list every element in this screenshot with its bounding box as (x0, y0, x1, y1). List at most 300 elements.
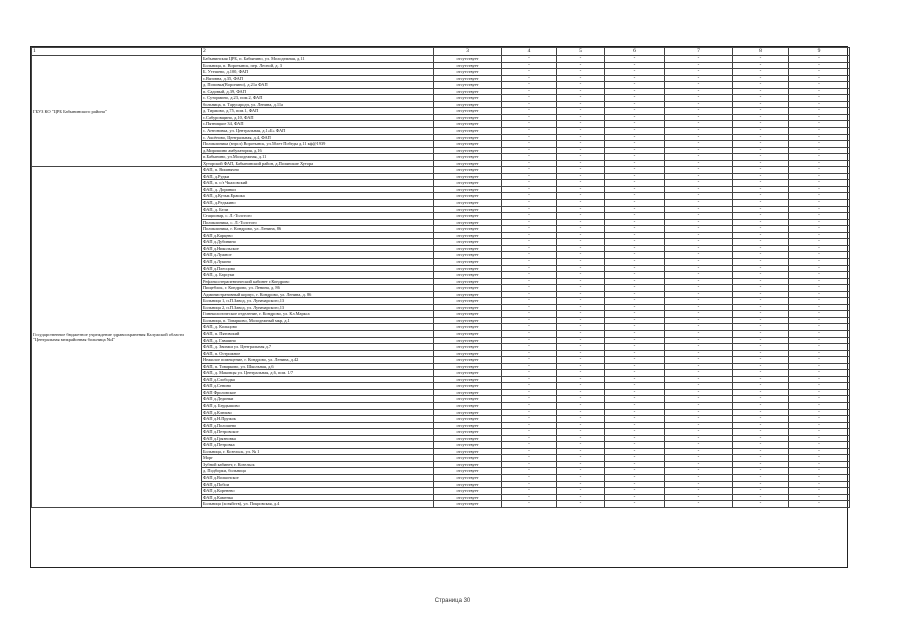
status-cell: отсутствует (434, 396, 502, 403)
dash-cell: - (665, 88, 733, 95)
dash-cell: - (557, 134, 605, 141)
facility-name-cell: ФАП д.Полошево (202, 422, 434, 429)
dash-cell: - (733, 278, 789, 285)
facility-name-cell: ФАП, д. Звизжи ул. Центральная д.7 (202, 344, 434, 351)
facility-name-cell: Больница, г. Козельск, ул. № 1 (202, 448, 434, 455)
dash-cell: - (789, 363, 850, 370)
status-cell: отсутствует (434, 488, 502, 495)
status-cell: отсутствует (434, 167, 502, 174)
dash-cell: - (733, 101, 789, 108)
dash-cell: - (789, 134, 850, 141)
status-cell: отсутствует (434, 186, 502, 193)
dash-cell: - (733, 298, 789, 305)
dash-cell: - (557, 455, 605, 462)
status-cell: отсутствует (434, 461, 502, 468)
status-cell: отсутствует (434, 330, 502, 337)
dash-cell: - (665, 154, 733, 161)
facility-name-cell: ФАП, п. с/з Чкаловский (202, 180, 434, 187)
dash-cell: - (605, 193, 665, 200)
dash-cell: - (733, 206, 789, 213)
dash-cell: - (733, 389, 789, 396)
dash-cell: - (502, 239, 557, 246)
dash-cell: - (502, 69, 557, 76)
dash-cell: - (502, 82, 557, 89)
facility-name-cell: ФАП д.Карцево (202, 232, 434, 239)
dash-cell: - (665, 298, 733, 305)
dash-cell: - (605, 206, 665, 213)
dash-cell: - (789, 114, 850, 121)
dash-cell: - (502, 232, 557, 239)
status-cell: отсутствует (434, 265, 502, 272)
dash-cell: - (557, 409, 605, 416)
dash-cell: - (665, 396, 733, 403)
dash-cell: - (502, 193, 557, 200)
dash-cell: - (789, 69, 850, 76)
status-cell: отсутствует (434, 429, 502, 436)
facility-name-cell: с.Вязовна, д.35, ФАП (202, 75, 434, 82)
status-cell: отсутствует (434, 422, 502, 429)
dash-cell: - (665, 370, 733, 377)
dash-cell: - (557, 173, 605, 180)
dash-cell: - (665, 389, 733, 396)
dash-cell: - (605, 219, 665, 226)
dash-cell: - (733, 213, 789, 220)
dash-cell: - (665, 265, 733, 272)
facility-name-cell: ФАП, п. Пятовский (202, 330, 434, 337)
dash-cell: - (789, 468, 850, 475)
dash-cell: - (665, 128, 733, 135)
dash-cell: - (502, 62, 557, 69)
dash-cell: - (665, 285, 733, 292)
dash-cell: - (789, 409, 850, 416)
dash-cell: - (605, 383, 665, 390)
dash-cell: - (789, 370, 850, 377)
dash-cell: - (605, 422, 665, 429)
dash-cell: - (789, 167, 850, 174)
dash-cell: - (605, 317, 665, 324)
dash-cell: - (789, 239, 850, 246)
facility-name-cell: Морг (202, 455, 434, 462)
dash-cell: - (502, 383, 557, 390)
dash-cell: - (665, 468, 733, 475)
dash-cell: - (557, 488, 605, 495)
dash-cell: - (789, 324, 850, 331)
status-cell: отсутствует (434, 304, 502, 311)
table-body (32, 56, 850, 508)
facility-name-cell: д. Поповка(Воронино), д.21а ФАП (202, 82, 434, 89)
dash-cell: - (605, 389, 665, 396)
facility-name-cell: ФАП, д. Гавшино (202, 337, 434, 344)
facility-name-cell: Поликлиника, с. Л.-Толстого (202, 219, 434, 226)
status-cell: отсутствует (434, 455, 502, 462)
dash-cell: - (789, 232, 850, 239)
dash-cell: - (733, 455, 789, 462)
dash-cell: - (557, 141, 605, 148)
dash-cell: - (502, 128, 557, 135)
facility-name-cell: Пищеблок, г. Кондрово, ул. Ленина, д. 86 (202, 285, 434, 292)
dash-cell: - (605, 245, 665, 252)
dash-cell: - (789, 461, 850, 468)
dash-cell: - (665, 278, 733, 285)
dash-cell: - (733, 186, 789, 193)
dash-cell: - (557, 317, 605, 324)
dash-cell: - (733, 114, 789, 121)
dash-cell: - (789, 455, 850, 462)
facility-name-cell: ФАП д.Петровское (202, 429, 434, 436)
dash-cell: - (605, 344, 665, 351)
dash-cell: - (605, 396, 665, 403)
facility-name-cell: ФАП д.Слободка (202, 376, 434, 383)
dash-cell: - (557, 448, 605, 455)
dash-cell: - (733, 337, 789, 344)
facility-name-cell: д. Тиржово, д.75, пом.1, ФАП (202, 108, 434, 115)
dash-cell: - (789, 317, 850, 324)
facility-name-cell: с. Антоновка, ул. Центральная, д.1«Б» ФАП (202, 128, 434, 135)
dash-cell: - (605, 429, 665, 436)
status-cell: отсутствует (434, 232, 502, 239)
dash-cell: - (789, 442, 850, 449)
dash-cell: - (733, 461, 789, 468)
dash-cell: - (665, 239, 733, 246)
dash-cell: - (789, 206, 850, 213)
dash-cell: - (789, 304, 850, 311)
dash-cell: - (557, 442, 605, 449)
dash-cell: - (502, 475, 557, 482)
dash-cell: - (502, 252, 557, 259)
dash-cell: - (557, 337, 605, 344)
facility-name-cell: ФАП, д.Рудки (202, 173, 434, 180)
dash-cell: - (789, 422, 850, 429)
dash-cell: - (605, 186, 665, 193)
facility-name-cell: ФАП, п. Вишнячно (202, 167, 434, 174)
dash-cell: - (733, 370, 789, 377)
status-cell: отсутствует (434, 324, 502, 331)
status-cell: отсутствует (434, 285, 502, 292)
facility-name-cell: ФАП д. Бердышово (202, 402, 434, 409)
dash-cell: - (605, 494, 665, 501)
dash-cell: - (605, 370, 665, 377)
dash-cell: - (502, 298, 557, 305)
dash-cell: - (557, 435, 605, 442)
dash-cell: - (605, 416, 665, 423)
status-cell: отсутствует (434, 501, 502, 508)
dash-cell: - (665, 108, 733, 115)
dash-cell: - (605, 337, 665, 344)
dash-cell: - (733, 193, 789, 200)
status-cell: отсутствует (434, 147, 502, 154)
dash-cell: - (605, 62, 665, 69)
dash-cell: - (733, 501, 789, 508)
dash-cell: - (605, 501, 665, 508)
dash-cell: - (605, 75, 665, 82)
dash-cell: - (789, 141, 850, 148)
dash-cell: - (605, 311, 665, 318)
facility-name-cell: ФАП д.Клюкво (202, 409, 434, 416)
dash-cell: - (605, 475, 665, 482)
dash-cell: - (733, 422, 789, 429)
status-cell: отсутствует (434, 272, 502, 279)
dash-cell: - (502, 344, 557, 351)
status-cell: отсутствует (434, 402, 502, 409)
dash-cell: - (557, 252, 605, 259)
dash-cell: - (733, 304, 789, 311)
dash-cell: - (665, 383, 733, 390)
dash-cell: - (789, 501, 850, 508)
dash-cell: - (733, 239, 789, 246)
dash-cell: - (557, 121, 605, 128)
dash-cell: - (502, 101, 557, 108)
dash-cell: - (557, 239, 605, 246)
dash-cell: - (789, 108, 850, 115)
dash-cell: - (665, 226, 733, 233)
dash-cell: - (557, 402, 605, 409)
col-header: 4 (502, 48, 557, 56)
dash-cell: - (557, 396, 605, 403)
dash-cell: - (502, 186, 557, 193)
dash-cell: - (502, 350, 557, 357)
dash-cell: - (557, 180, 605, 187)
col-header: 3 (434, 48, 502, 56)
dash-cell: - (733, 147, 789, 154)
dash-cell: - (502, 363, 557, 370)
dash-cell: - (789, 265, 850, 272)
dash-cell: - (733, 134, 789, 141)
dash-cell: - (733, 88, 789, 95)
dash-cell: - (557, 304, 605, 311)
dash-cell: - (789, 213, 850, 220)
dash-cell: - (605, 468, 665, 475)
col-header: 6 (605, 48, 665, 56)
status-cell: отсутствует (434, 494, 502, 501)
status-cell: отсутствует (434, 239, 502, 246)
dash-cell: - (665, 317, 733, 324)
dash-cell: - (557, 154, 605, 161)
dash-cell: - (502, 134, 557, 141)
dash-cell: - (605, 278, 665, 285)
dash-cell: - (605, 173, 665, 180)
dash-cell: - (665, 416, 733, 423)
facility-name-cell: ФАП, д. Кольцово (202, 324, 434, 331)
status-cell: отсутствует (434, 154, 502, 161)
status-cell: отсутствует (434, 291, 502, 298)
organization-cell: Государственное бюджетное учреждение здравоохранения Калужской области "Центральная межрайонная больница №4" (32, 167, 202, 507)
dash-cell: - (733, 108, 789, 115)
status-cell: отсутствует (434, 298, 502, 305)
dash-cell: - (557, 291, 605, 298)
dash-cell: - (557, 422, 605, 429)
col-header: 9 (789, 48, 850, 56)
col-header: 5 (557, 48, 605, 56)
dash-cell: - (502, 121, 557, 128)
dash-cell: - (557, 383, 605, 390)
dash-cell: - (789, 383, 850, 390)
dash-cell: - (789, 285, 850, 292)
dash-cell: - (665, 141, 733, 148)
dash-cell: - (605, 488, 665, 495)
dash-cell: - (789, 75, 850, 82)
dash-cell: - (557, 475, 605, 482)
dash-cell: - (502, 291, 557, 298)
status-cell: отсутствует (434, 435, 502, 442)
dash-cell: - (665, 173, 733, 180)
dash-cell: - (605, 285, 665, 292)
facility-name-cell: д. Подборки, больница (202, 468, 434, 475)
dash-cell: - (502, 435, 557, 442)
facility-name-cell: Рефлексотерапевтический кабинет г.Кондрово (202, 278, 434, 285)
dash-cell: - (557, 147, 605, 154)
facilities-table (31, 47, 850, 508)
dash-cell: - (789, 278, 850, 285)
dash-cell: - (605, 435, 665, 442)
dash-cell: - (665, 330, 733, 337)
dash-cell: - (733, 265, 789, 272)
dash-cell: - (789, 298, 850, 305)
status-cell: отсутствует (434, 82, 502, 89)
dash-cell: - (605, 265, 665, 272)
facility-name-cell: ФАП д.Плесцово (202, 265, 434, 272)
dash-cell: - (733, 226, 789, 233)
dash-cell: - (665, 147, 733, 154)
dash-cell: - (665, 232, 733, 239)
status-cell: отсутствует (434, 180, 502, 187)
status-cell: отсутствует (434, 226, 502, 233)
dash-cell: - (733, 258, 789, 265)
status-cell: отсутствует (434, 475, 502, 482)
dash-cell: - (502, 160, 557, 167)
dash-cell: - (665, 494, 733, 501)
dash-cell: - (557, 350, 605, 357)
dash-cell: - (605, 56, 665, 63)
dash-cell: - (733, 363, 789, 370)
dash-cell: - (789, 200, 850, 207)
dash-cell: - (665, 435, 733, 442)
organization-cell: ГБУЗ КО "ЦРБ Бабынинского района" (32, 56, 202, 167)
facility-name-cell: Поликлиника, г. Кондрово, ул. Ленина, 86 (202, 226, 434, 233)
facility-name-cell: Больница 2, п.П.Завод, ул. Луначарского,13 (202, 304, 434, 311)
dash-cell: - (665, 455, 733, 462)
dash-cell: - (733, 317, 789, 324)
dash-cell: - (665, 186, 733, 193)
dash-cell: - (665, 114, 733, 121)
facility-name-cell: ФАП д.Никольское (202, 245, 434, 252)
dash-cell: - (557, 186, 605, 193)
dash-cell: - (605, 232, 665, 239)
dash-cell: - (789, 350, 850, 357)
dash-cell: - (557, 481, 605, 488)
dash-cell: - (605, 363, 665, 370)
dash-cell: - (605, 239, 665, 246)
dash-cell: - (502, 173, 557, 180)
status-cell: отсутствует (434, 258, 502, 265)
dash-cell: - (502, 370, 557, 377)
dash-cell: - (665, 69, 733, 76)
dash-cell: - (557, 114, 605, 121)
dash-cell: - (733, 219, 789, 226)
column-number-row (32, 48, 850, 56)
dash-cell: - (733, 481, 789, 488)
dash-cell: - (733, 128, 789, 135)
dash-cell: - (665, 167, 733, 174)
dash-cell: - (605, 330, 665, 337)
dash-cell: - (502, 88, 557, 95)
dash-cell: - (789, 252, 850, 259)
dash-cell: - (733, 324, 789, 331)
facility-name-cell: Больница, п. Воротынск, пер. Лесной, д. 3 (202, 62, 434, 69)
status-cell: отсутствует (434, 363, 502, 370)
dash-cell: - (502, 272, 557, 279)
status-cell: отсутствует (434, 95, 502, 102)
facility-name-cell: с. Аксёново, Центральная, д.4, ФАП (202, 134, 434, 141)
dash-cell: - (733, 376, 789, 383)
dash-cell: - (557, 501, 605, 508)
status-cell: отсутствует (434, 337, 502, 344)
dash-cell: - (502, 442, 557, 449)
dash-cell: - (605, 141, 665, 148)
dash-cell: - (733, 475, 789, 482)
status-cell: отсутствует (434, 160, 502, 167)
dash-cell: - (789, 488, 850, 495)
dash-cell: - (605, 304, 665, 311)
status-cell: отсутствует (434, 75, 502, 82)
facility-name-cell: Административный корпус, г. Кондрово, ул. Ленина, д. 86 (202, 291, 434, 298)
dash-cell: - (557, 324, 605, 331)
dash-cell: - (557, 219, 605, 226)
dash-cell: - (502, 304, 557, 311)
dash-cell: - (502, 180, 557, 187)
status-cell: отсутствует (434, 468, 502, 475)
dash-cell: - (557, 285, 605, 292)
dash-cell: - (665, 422, 733, 429)
dash-cell: - (557, 461, 605, 468)
dash-cell: - (789, 448, 850, 455)
dash-cell: - (789, 435, 850, 442)
dash-cell: - (665, 213, 733, 220)
dash-cell: - (557, 88, 605, 95)
dash-cell: - (733, 396, 789, 403)
dash-cell: - (605, 448, 665, 455)
dash-cell: - (605, 376, 665, 383)
dash-cell: - (502, 108, 557, 115)
dash-cell: - (789, 481, 850, 488)
dash-cell: - (733, 357, 789, 364)
dash-cell: - (557, 278, 605, 285)
dash-cell: - (557, 200, 605, 207)
dash-cell: - (733, 154, 789, 161)
dash-cell: - (502, 56, 557, 63)
dash-cell: - (733, 291, 789, 298)
dash-cell: - (605, 258, 665, 265)
dash-cell: - (733, 272, 789, 279)
dash-cell: - (733, 344, 789, 351)
dash-cell: - (557, 56, 605, 63)
facility-name-cell: п.Бабынино, ул.Молодежная, д.11 (202, 154, 434, 161)
dash-cell: - (605, 69, 665, 76)
facility-name-cell: ФАП д.Волконское (202, 475, 434, 482)
dash-cell: - (733, 448, 789, 455)
dash-cell: - (502, 95, 557, 102)
status-cell: отсутствует (434, 448, 502, 455)
dash-cell: - (733, 409, 789, 416)
status-cell: отсутствует (434, 213, 502, 220)
dash-cell: - (605, 357, 665, 364)
facility-name-cell: Поликлиника (взрсл) Воротынск, ул.50лет Победы д.11 кф@1939 (202, 141, 434, 148)
dash-cell: - (605, 213, 665, 220)
dash-cell: - (665, 363, 733, 370)
dash-cell: - (557, 108, 605, 115)
dash-cell: - (733, 82, 789, 89)
dash-cell: - (557, 206, 605, 213)
dash-cell: - (557, 265, 605, 272)
